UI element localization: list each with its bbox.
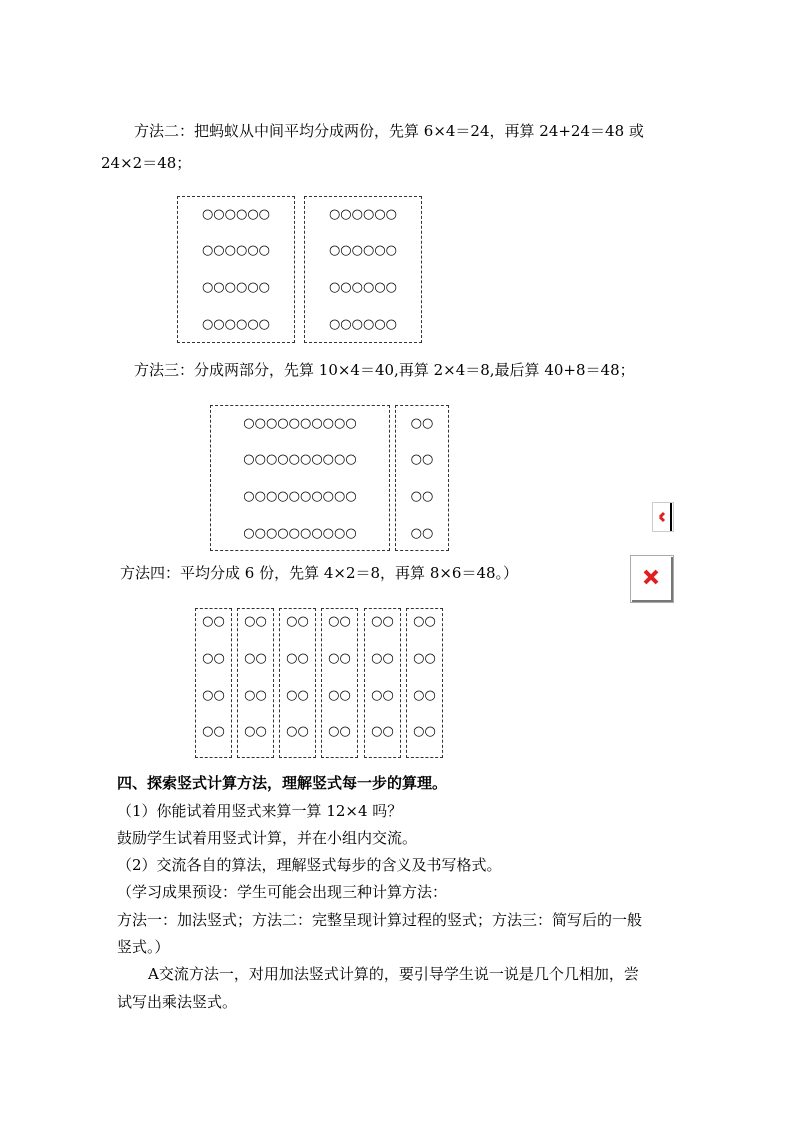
circle-row: ○○ xyxy=(244,651,267,666)
circle-row: ○○ xyxy=(371,724,394,739)
broken-image-icon xyxy=(630,555,674,603)
circle-row: ○○ xyxy=(286,724,309,739)
circle-row: ○○ xyxy=(371,688,394,703)
circle-row: ○○ xyxy=(328,724,351,739)
paragraph: 竖式。） xyxy=(117,938,170,956)
circle-row: ○○○○○○○○○○ xyxy=(243,416,357,431)
circle-row: ○○ xyxy=(244,724,267,739)
method3-box-left xyxy=(210,405,390,551)
circle-row: ○○ xyxy=(244,614,267,629)
paragraph: （学习成果预设：学生可能会出现三种计算方法： xyxy=(117,883,448,901)
circle-row: ○○○○○○ xyxy=(328,280,398,295)
method4-box xyxy=(237,608,274,758)
circle-row: ○○ xyxy=(410,416,434,431)
circle-row: ○○ xyxy=(413,614,436,629)
circle-row: ○○ xyxy=(410,526,434,541)
circle-row: ○○○○○○○○○○ xyxy=(243,526,357,541)
circle-row: ○○○○○○ xyxy=(201,207,271,222)
circle-row: ○○ xyxy=(202,614,225,629)
paragraph: （1）你能试着用竖式来算一算 12×4 吗？ xyxy=(117,802,403,820)
circle-row: ○○ xyxy=(202,724,225,739)
circle-row: ○○ xyxy=(202,651,225,666)
circle-row: ○○ xyxy=(328,651,351,666)
circle-row: ○○○○○○○○○○ xyxy=(243,489,357,504)
method4-box xyxy=(279,608,316,758)
paragraph: 方法一：加法竖式；方法二：完整呈现计算过程的竖式；方法三：简写后的一般 xyxy=(117,911,643,929)
circle-row: ○○ xyxy=(371,614,394,629)
method4-box xyxy=(364,608,401,758)
section-heading: 四、探索竖式计算方法，理解竖式每一步的算理。 xyxy=(117,774,448,792)
method3-box-right xyxy=(395,405,449,551)
method2-box-right xyxy=(304,196,422,343)
circle-row: ○○ xyxy=(244,688,267,703)
circle-row: ○○ xyxy=(286,651,309,666)
broken-image-icon xyxy=(652,502,674,532)
paragraph: A交流方法一，对用加法竖式计算的，要引导学生说一说是几个几相加，尝 xyxy=(148,965,639,983)
paragraph: 试写出乘法竖式。 xyxy=(117,993,238,1011)
circle-row: ○○○○○○ xyxy=(201,317,271,332)
circle-row: ○○ xyxy=(413,724,436,739)
circle-row: ○○ xyxy=(328,614,351,629)
circle-row: ○○○○○○ xyxy=(328,207,398,222)
circle-row: ○○ xyxy=(410,452,434,467)
method4-box xyxy=(406,608,443,758)
method2-box-left xyxy=(177,196,295,343)
circle-row: ○○ xyxy=(413,688,436,703)
paragraph: 鼓励学生试着用竖式计算，并在小组内交流。 xyxy=(117,829,418,847)
circle-row: ○○○○○○ xyxy=(328,317,398,332)
circle-row: ○○ xyxy=(371,651,394,666)
circle-row: ○○ xyxy=(328,688,351,703)
circle-row: ○○ xyxy=(410,489,434,504)
method4-box xyxy=(195,608,232,758)
circle-row: ○○ xyxy=(413,651,436,666)
circle-row: ○○○○○○ xyxy=(328,243,398,258)
paragraph: （2）交流各自的算法，理解竖式每步的含义及书写格式。 xyxy=(117,856,502,874)
circle-row: ○○○○○○ xyxy=(201,280,271,295)
circle-row: ○○ xyxy=(286,614,309,629)
circle-row: ○○ xyxy=(202,688,225,703)
method2-line1: 方法二：把蚂蚁从中间平均分成两份，先算 6×4＝24，再算 24+24＝48 或 xyxy=(134,122,644,140)
method3-line: 方法三：分成两部分，先算 10×4＝40,再算 2×4＝8,最后算 40+8＝48； xyxy=(134,361,635,379)
circle-row: ○○ xyxy=(286,688,309,703)
circle-row: ○○○○○○ xyxy=(201,243,271,258)
circle-row: ○○○○○○○○○○ xyxy=(243,452,357,467)
method4-box xyxy=(321,608,358,758)
method4-line: 方法四：平均分成 6 份，先算 4×2＝8，再算 8×6＝48。） xyxy=(120,564,519,582)
method2-line2: 24×2＝48； xyxy=(101,154,192,172)
